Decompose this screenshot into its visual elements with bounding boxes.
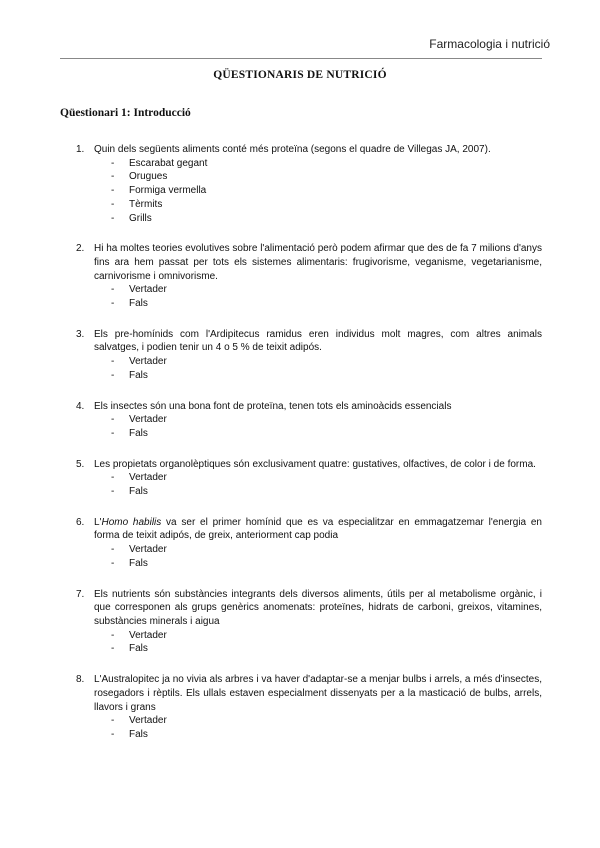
question-8 — [60, 673, 542, 742]
option-item: - Grills — [111, 212, 152, 224]
question-number: 4. — [76, 400, 85, 412]
option-label: Vertader — [129, 544, 167, 556]
option-label: Vertader — [129, 356, 167, 368]
option-item: - Vertader — [111, 356, 167, 368]
question-text: Quin dels següents aliments conté més proteïna (segons el quadre de Villegas JA, 2007). — [94, 144, 491, 155]
question-number: 6. — [76, 516, 85, 528]
question-5 — [60, 458, 542, 499]
option-label: Grills — [129, 212, 152, 224]
option-list — [94, 413, 542, 440]
question-number: 2. — [76, 243, 85, 255]
section-title: Qüestionari 1: Introducció — [60, 107, 191, 119]
document-title: QÜESTIONARIS DE NUTRICIÓ — [213, 69, 387, 81]
option-label: Vertader — [129, 472, 167, 484]
option-list — [94, 157, 542, 226]
option-item: - Vertader — [111, 629, 167, 641]
option-item: - Vertader — [111, 544, 167, 556]
option-label: Vertader — [129, 284, 167, 296]
option-list — [94, 629, 542, 656]
option-label: Fals — [129, 427, 148, 439]
option-list — [94, 714, 542, 741]
option-item: - Vertader — [111, 715, 167, 727]
option-list — [94, 355, 542, 382]
question-number: 8. — [76, 674, 85, 686]
question-2 — [60, 242, 542, 311]
question-number: 5. — [76, 458, 85, 470]
species-name: Homo habilis — [101, 516, 162, 528]
option-item: - Fals — [111, 486, 148, 498]
option-item: - Vertader — [111, 414, 167, 426]
question-list — [60, 143, 542, 742]
option-label: Fals — [129, 486, 148, 498]
option-label: Fals — [129, 728, 148, 740]
question-3 — [60, 328, 542, 383]
option-label: Formiga vermella — [129, 185, 207, 197]
option-list — [94, 543, 542, 570]
option-item: - Escarabat gegant — [111, 157, 208, 169]
option-label: Vertader — [129, 414, 167, 426]
question-number: 1. — [76, 144, 85, 155]
option-label: Fals — [129, 557, 148, 569]
option-item: - Formiga vermella — [111, 185, 207, 197]
option-item: - Fals — [111, 643, 148, 655]
option-item: - Fals — [111, 298, 148, 310]
option-label: Fals — [129, 643, 148, 655]
running-header: Farmacologia i nutrició — [429, 37, 550, 51]
option-label: Fals — [129, 369, 148, 381]
question-4 — [60, 400, 542, 441]
option-item: - Vertader — [111, 472, 167, 484]
option-item: - Vertader — [111, 284, 167, 296]
question-text: Els pre-homínids com l'Ardipitecus ramidus eren individus molt magres, com altres animals salvatges, i podien tenir un 4 o 5 % de teixit adipós. — [94, 328, 542, 354]
question-text-suffix: va ser el primer homínid que es va especialitzar en emmagatzemar l'energia en forma de teixit adipós, de greix, anteriorment cap podia — [94, 516, 542, 542]
question-text: Els insectes són una bona font de proteïna, tenen tots els aminoàcids essencials — [94, 400, 452, 412]
question-7 — [60, 588, 542, 657]
option-item: - Fals — [111, 557, 148, 569]
header-rule — [60, 58, 542, 59]
option-item: - Fals — [111, 427, 148, 439]
option-label: Vertader — [129, 629, 167, 641]
option-list — [94, 283, 542, 310]
option-item: - Fals — [111, 728, 148, 740]
question-number: 7. — [76, 588, 85, 600]
option-label: Tèrmits — [129, 198, 163, 210]
option-label: Escarabat gegant — [129, 157, 208, 169]
question-1 — [60, 143, 542, 225]
question-text: Les propietats organolèptiques són exclusivament quatre: gustatives, olfactives, de color i de forma. — [94, 458, 536, 470]
question-text: Els nutrients són substàncies integrants dels diversos aliments, útils per al metabolisme orgànic, i que corresponen als grups genèrics anomenats: proteïnes, hidrats de carboni, greixos, vitamines, substàncies minerals i aigua — [94, 588, 542, 627]
option-item: - Fals — [111, 369, 148, 381]
question-text — [94, 516, 542, 543]
option-label: Orugues — [129, 171, 168, 183]
option-label: Vertader — [129, 715, 167, 727]
option-item: - Orugues — [111, 171, 168, 183]
question-number: 3. — [76, 328, 85, 340]
question-text: L'Australopitec ja no vivia als arbres i va haver d'adaptar-se a menjar bulbs i arrels, a més d'insectes, rosegadors i rèptils. Els ullals estaven especialment dissenyats per a la masticació de bulbs, arrels, llavors i grans — [94, 674, 542, 713]
question-text-prefix: L' — [94, 516, 102, 528]
question-6 — [60, 516, 542, 571]
option-list — [94, 471, 542, 498]
question-text: Hi ha moltes teories evolutives sobre l'alimentació però podem afirmar que des de fa 7 milions d'anys fins ara hem passat per tots els sistemes alimentaris: frugivorisme, veganisme, vegetarianisme, carnivorisme i omnivorisme. — [94, 243, 542, 282]
option-label: Fals — [129, 298, 148, 310]
option-item: - Tèrmits — [111, 198, 163, 210]
